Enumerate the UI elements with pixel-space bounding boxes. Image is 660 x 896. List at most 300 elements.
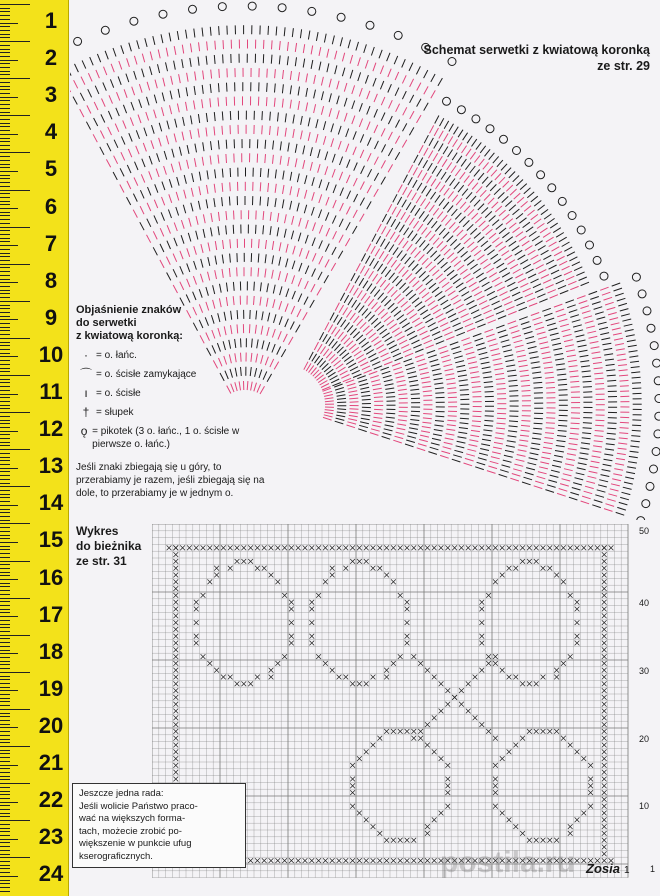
filled-cell xyxy=(371,545,376,550)
ruler-tick xyxy=(0,41,30,42)
stitch-mark xyxy=(459,380,468,381)
filled-cell xyxy=(466,709,471,714)
filled-cell xyxy=(432,749,437,754)
stitch-mark xyxy=(487,471,496,474)
filled-cell xyxy=(275,858,280,863)
stitch-mark xyxy=(211,213,213,222)
ruler-number: 2 xyxy=(44,45,58,71)
stitch-mark xyxy=(94,102,98,110)
stitch-mark xyxy=(300,29,301,38)
stitch-mark xyxy=(329,93,331,102)
filled-cell xyxy=(473,675,478,680)
stitch-mark xyxy=(171,76,173,85)
stitch-mark xyxy=(385,337,393,342)
stitch-mark xyxy=(339,219,343,227)
stitch-mark xyxy=(493,359,502,361)
filled-cell xyxy=(432,817,437,822)
stitch-mark xyxy=(504,455,513,457)
ruler-tick xyxy=(0,223,10,224)
stitch-mark xyxy=(309,352,313,360)
stitch-mark xyxy=(121,136,125,144)
stitch-mark xyxy=(395,235,400,242)
ruler-number: 23 xyxy=(38,824,64,850)
stitch-mark xyxy=(447,420,456,421)
stitch-mark xyxy=(467,328,475,331)
stitch-mark xyxy=(425,202,430,209)
stitch-mark xyxy=(331,124,334,133)
stitch-mark xyxy=(306,250,309,258)
ruler-tick xyxy=(0,260,10,261)
stitch-mark xyxy=(167,121,169,130)
stitch-mark xyxy=(537,223,544,228)
stitch-mark xyxy=(140,190,144,198)
stitch-mark xyxy=(549,242,557,247)
ruler-number: 13 xyxy=(38,453,64,479)
stitch-mark xyxy=(465,323,473,327)
filled-cell xyxy=(445,790,450,795)
picot-mark xyxy=(218,3,226,11)
stitch-mark xyxy=(411,394,420,395)
stitch-mark xyxy=(211,141,212,150)
ruler-tick xyxy=(0,123,10,124)
stitch-mark xyxy=(420,331,428,335)
stitch-mark xyxy=(546,382,555,383)
legend-item xyxy=(76,406,276,419)
stitch-mark xyxy=(325,398,334,399)
stitch-mark xyxy=(427,218,433,225)
stitch-mark xyxy=(426,279,433,285)
stitch-mark xyxy=(142,54,144,63)
stitch-mark xyxy=(629,351,638,352)
stitch-mark xyxy=(156,169,159,177)
stitch-mark xyxy=(131,102,134,110)
stitch-mark xyxy=(456,198,462,205)
stitch-mark xyxy=(611,484,620,486)
stitch-mark xyxy=(445,286,452,291)
stitch-mark xyxy=(455,328,463,332)
stitch-mark xyxy=(403,175,407,183)
stitch-mark xyxy=(421,431,430,433)
filled-cell xyxy=(228,545,233,550)
stitch-mark xyxy=(595,384,604,385)
stitch-mark xyxy=(617,298,626,301)
ruler-tick xyxy=(0,412,30,413)
stitch-mark xyxy=(472,183,478,190)
stitch-mark xyxy=(426,345,434,348)
stitch-mark xyxy=(331,263,336,271)
stitch-mark xyxy=(522,391,531,392)
stitch-mark xyxy=(483,372,492,373)
stitch-mark xyxy=(468,209,474,216)
stitch-mark xyxy=(531,313,539,316)
stitch-mark xyxy=(363,281,368,289)
stitch-mark xyxy=(469,305,477,309)
stitch-mark xyxy=(113,48,116,57)
stitch-mark xyxy=(311,207,314,216)
stitch-mark xyxy=(372,384,381,386)
stitch-mark xyxy=(553,460,562,462)
stitch-mark xyxy=(388,148,392,156)
stitch-mark xyxy=(100,147,104,155)
stitch-mark xyxy=(398,389,407,390)
stitch-mark xyxy=(332,169,335,178)
stitch-mark xyxy=(162,107,164,116)
stitch-mark xyxy=(403,123,407,131)
ruler-tick xyxy=(0,709,30,710)
ruler-tick xyxy=(0,512,10,513)
stitch-mark xyxy=(595,495,604,498)
stitch-mark xyxy=(293,129,295,138)
stitch-mark xyxy=(429,283,436,289)
stitch-mark xyxy=(498,316,506,319)
stitch-mark xyxy=(140,222,144,230)
stitch-mark xyxy=(478,173,484,180)
stitch-mark xyxy=(460,172,466,179)
stitch-mark xyxy=(521,380,530,381)
ruler-tick xyxy=(0,431,18,432)
ruler-number: 12 xyxy=(38,416,64,442)
stitch-mark xyxy=(340,37,342,46)
stitch-mark xyxy=(501,340,510,343)
stitch-mark xyxy=(460,423,469,424)
ruler-tick xyxy=(0,8,10,9)
filled-cell xyxy=(602,600,607,605)
ruler-tick xyxy=(0,805,10,806)
stitch-mark xyxy=(142,159,145,167)
stitch-mark xyxy=(373,78,376,86)
stitch-mark xyxy=(222,111,223,120)
filled-cell xyxy=(602,566,607,571)
stitch-mark xyxy=(140,206,144,214)
stitch-mark xyxy=(104,67,107,75)
filled-cell xyxy=(507,817,512,822)
stitch-mark xyxy=(451,166,456,173)
stitch-mark xyxy=(324,415,333,417)
stitch-mark xyxy=(353,147,356,155)
stitch-mark xyxy=(152,125,155,134)
stitch-mark xyxy=(341,320,346,327)
stitch-mark xyxy=(499,335,508,338)
stitch-mark xyxy=(538,205,545,211)
stitch-mark xyxy=(473,314,481,318)
stitch-mark xyxy=(359,338,366,344)
stitch-mark xyxy=(570,433,579,434)
filled-cell xyxy=(275,661,280,666)
filled-cell xyxy=(439,681,444,686)
ruler-tick xyxy=(0,204,10,205)
measuring-tape-ruler xyxy=(0,0,69,896)
stitch-mark xyxy=(381,239,386,247)
stitch-mark xyxy=(525,246,533,251)
stitch-mark xyxy=(360,362,368,366)
stitch-mark xyxy=(499,210,506,216)
stitch-mark xyxy=(360,198,364,206)
ruler-tick xyxy=(0,676,10,677)
stitch-mark xyxy=(472,287,480,292)
stitch-mark xyxy=(444,121,449,129)
stitch-mark xyxy=(431,364,440,366)
ruler-tick xyxy=(0,379,10,380)
stitch-mark xyxy=(312,177,314,186)
stitch-mark xyxy=(315,356,320,363)
stitch-mark xyxy=(289,337,294,345)
stitch-mark xyxy=(413,167,417,175)
stitch-mark xyxy=(284,27,285,36)
picot-mark xyxy=(593,256,601,264)
stitch-mark xyxy=(552,465,561,467)
stitch-mark xyxy=(512,474,521,477)
stitch-mark xyxy=(562,266,570,270)
stitch-mark xyxy=(120,168,124,176)
stitch-mark xyxy=(397,380,406,382)
stitch-mark xyxy=(319,47,321,56)
filled-cell xyxy=(391,838,396,843)
stitch-mark xyxy=(520,370,529,371)
stitch-mark xyxy=(407,309,414,314)
stitch-mark xyxy=(410,79,414,87)
ruler-tick xyxy=(0,401,10,402)
stitch-mark xyxy=(619,433,628,434)
stitch-mark xyxy=(432,287,439,293)
ruler-tick xyxy=(0,664,10,665)
stitch-mark xyxy=(107,143,111,151)
stitch-mark xyxy=(524,332,533,335)
filled-cell xyxy=(527,729,532,734)
stitch-mark xyxy=(567,355,576,357)
stitch-mark xyxy=(366,256,371,264)
stitch-mark xyxy=(632,430,641,431)
stitch-mark xyxy=(356,263,360,271)
ruler-tick xyxy=(0,156,10,157)
stitch-mark xyxy=(285,128,286,137)
stitch-mark xyxy=(404,359,413,362)
stitch-mark xyxy=(505,201,512,207)
stitch-mark xyxy=(389,345,397,349)
stitch-mark xyxy=(292,275,295,284)
stitch-mark xyxy=(555,451,564,453)
stitch-mark xyxy=(167,225,170,233)
filled-cell xyxy=(507,566,512,571)
picot-mark xyxy=(638,290,646,298)
stitch-mark xyxy=(191,116,193,125)
stitch-mark xyxy=(533,433,542,434)
ruler-tick xyxy=(0,802,18,803)
stitch-mark xyxy=(573,325,582,327)
stitch-mark xyxy=(179,162,181,171)
stitch-mark xyxy=(346,222,350,230)
ruler-tick xyxy=(0,253,10,254)
stitch-mark xyxy=(226,211,227,220)
legend-item xyxy=(76,368,276,381)
stitch-mark xyxy=(392,276,398,283)
stitch-mark xyxy=(127,181,131,189)
stitch-mark xyxy=(298,294,302,302)
stitch-mark xyxy=(283,70,284,79)
stitch-mark xyxy=(265,140,266,149)
stitch-mark xyxy=(489,153,495,160)
stitch-mark xyxy=(477,324,485,327)
stitch-mark xyxy=(403,287,410,293)
stitch-mark xyxy=(563,334,572,336)
stitch-mark xyxy=(399,411,408,412)
stitch-mark xyxy=(620,386,629,387)
stitch-mark xyxy=(439,131,444,139)
stitch-mark xyxy=(497,160,503,167)
stitch-mark xyxy=(566,350,575,352)
stitch-mark xyxy=(467,357,476,359)
ruler-tick xyxy=(0,727,18,728)
stitch-mark xyxy=(403,349,411,353)
ruler-tick xyxy=(0,219,10,220)
stitch-mark xyxy=(370,433,379,436)
stitch-mark xyxy=(86,122,90,130)
stitch-mark xyxy=(421,199,426,207)
stitch-mark xyxy=(510,264,518,269)
stitch-mark xyxy=(420,310,428,315)
filled-cell xyxy=(500,545,505,550)
ruler-tick xyxy=(0,509,10,510)
stitch-mark xyxy=(337,347,343,353)
stitch-mark xyxy=(544,442,553,443)
stitch-mark xyxy=(339,305,344,313)
ruler-tick xyxy=(0,386,10,387)
stitch-mark xyxy=(361,253,365,261)
stitch-mark xyxy=(563,474,572,476)
stitch-mark xyxy=(612,328,621,330)
stitch-mark xyxy=(323,391,332,394)
stitch-mark xyxy=(519,317,528,320)
stitch-mark xyxy=(349,398,358,399)
ruler-tick xyxy=(0,672,30,673)
stitch-mark xyxy=(275,170,276,179)
stitch-mark xyxy=(184,175,186,184)
stitch-mark xyxy=(268,197,269,206)
stitch-mark xyxy=(538,337,547,339)
picot-mark xyxy=(652,448,660,456)
filled-cell xyxy=(289,607,294,612)
stitch-mark xyxy=(494,368,503,370)
legend-item-text: = o. ścisłe zamykające xyxy=(96,369,197,380)
filled-cell xyxy=(173,586,178,591)
stitch-mark xyxy=(448,150,453,158)
stitch-mark xyxy=(571,423,580,424)
stitch-mark xyxy=(516,180,523,186)
stitch-mark xyxy=(331,138,334,147)
legend-item-text: = pikotek (3 o. łańc., 1 o. ścisłe w pierwsze o. łańc.) xyxy=(92,426,240,450)
stitch-mark xyxy=(472,426,481,427)
filled-cell xyxy=(391,729,396,734)
stitch-mark xyxy=(346,310,351,317)
stitch-mark xyxy=(215,41,216,50)
stitch-mark xyxy=(351,273,355,281)
stitch-mark xyxy=(183,205,185,214)
stitch-mark xyxy=(394,56,398,64)
filled-cell xyxy=(568,545,573,550)
stitch-mark xyxy=(195,72,196,81)
filled-cell xyxy=(235,559,240,564)
filled-cell xyxy=(568,831,573,836)
stitch-mark xyxy=(473,269,480,274)
picot-mark xyxy=(647,324,655,332)
stitch-mark xyxy=(440,185,445,192)
ruler-tick xyxy=(0,108,10,109)
stitch-mark xyxy=(337,398,346,399)
stitch-mark xyxy=(74,80,78,88)
stitch-mark xyxy=(353,226,358,234)
stitch-mark xyxy=(323,136,325,145)
stitch-mark xyxy=(234,211,235,220)
picot-mark xyxy=(654,430,660,438)
stitch-mark xyxy=(321,384,329,388)
stitch-mark xyxy=(329,79,331,88)
stitch-mark xyxy=(118,76,121,84)
stitch-mark xyxy=(191,188,193,197)
stitch-mark xyxy=(435,416,444,417)
filled-cell xyxy=(411,545,416,550)
stitch-mark xyxy=(482,225,489,231)
stitch-mark xyxy=(186,30,187,39)
ruler-tick xyxy=(0,750,10,751)
stitch-mark xyxy=(600,333,609,335)
stitch-mark xyxy=(556,233,564,238)
stitch-mark xyxy=(514,340,523,342)
tip-line: większenie w punkcie ufug xyxy=(79,838,192,849)
filled-cell xyxy=(500,573,505,578)
stitch-mark xyxy=(194,29,195,38)
stitch-mark xyxy=(502,251,509,256)
stitch-mark xyxy=(361,293,366,300)
stitch-mark xyxy=(367,138,371,146)
legend-heading-2: do serwetki xyxy=(76,317,137,329)
stitch-mark xyxy=(466,192,472,199)
stitch-mark xyxy=(595,425,604,426)
stitch-mark xyxy=(202,99,203,108)
stitch-mark xyxy=(325,166,328,175)
stitch-mark xyxy=(479,301,487,305)
stitch-mark xyxy=(301,131,303,140)
ruler-tick xyxy=(0,798,10,799)
stitch-mark xyxy=(477,296,485,300)
stitch-mark xyxy=(164,151,167,160)
ruler-tick xyxy=(0,442,10,443)
stitch-mark xyxy=(364,346,371,351)
picot-mark xyxy=(366,21,374,29)
stitch-mark xyxy=(607,375,616,376)
stitch-mark xyxy=(396,104,400,112)
stitch-mark xyxy=(453,323,461,327)
stitch-mark xyxy=(424,340,432,344)
stitch-mark xyxy=(534,322,543,325)
stitch-mark xyxy=(295,158,297,167)
filled-cell xyxy=(602,783,607,788)
stitch-mark xyxy=(626,472,635,474)
stitch-mark xyxy=(416,285,423,291)
stitch-mark xyxy=(581,282,589,285)
stitch-mark xyxy=(458,185,464,192)
stitch-mark xyxy=(424,148,428,156)
filled-cell xyxy=(371,858,376,863)
stitch-mark xyxy=(614,288,623,291)
stitch-mark xyxy=(624,482,633,484)
stitch-mark xyxy=(434,383,443,384)
stitch-mark xyxy=(529,352,538,354)
stitch-mark xyxy=(350,328,356,335)
stitch-mark xyxy=(412,234,418,241)
stitch-mark xyxy=(398,298,405,304)
stitch-mark xyxy=(395,357,403,360)
stitch-mark xyxy=(336,415,345,417)
filled-cell xyxy=(602,620,607,625)
